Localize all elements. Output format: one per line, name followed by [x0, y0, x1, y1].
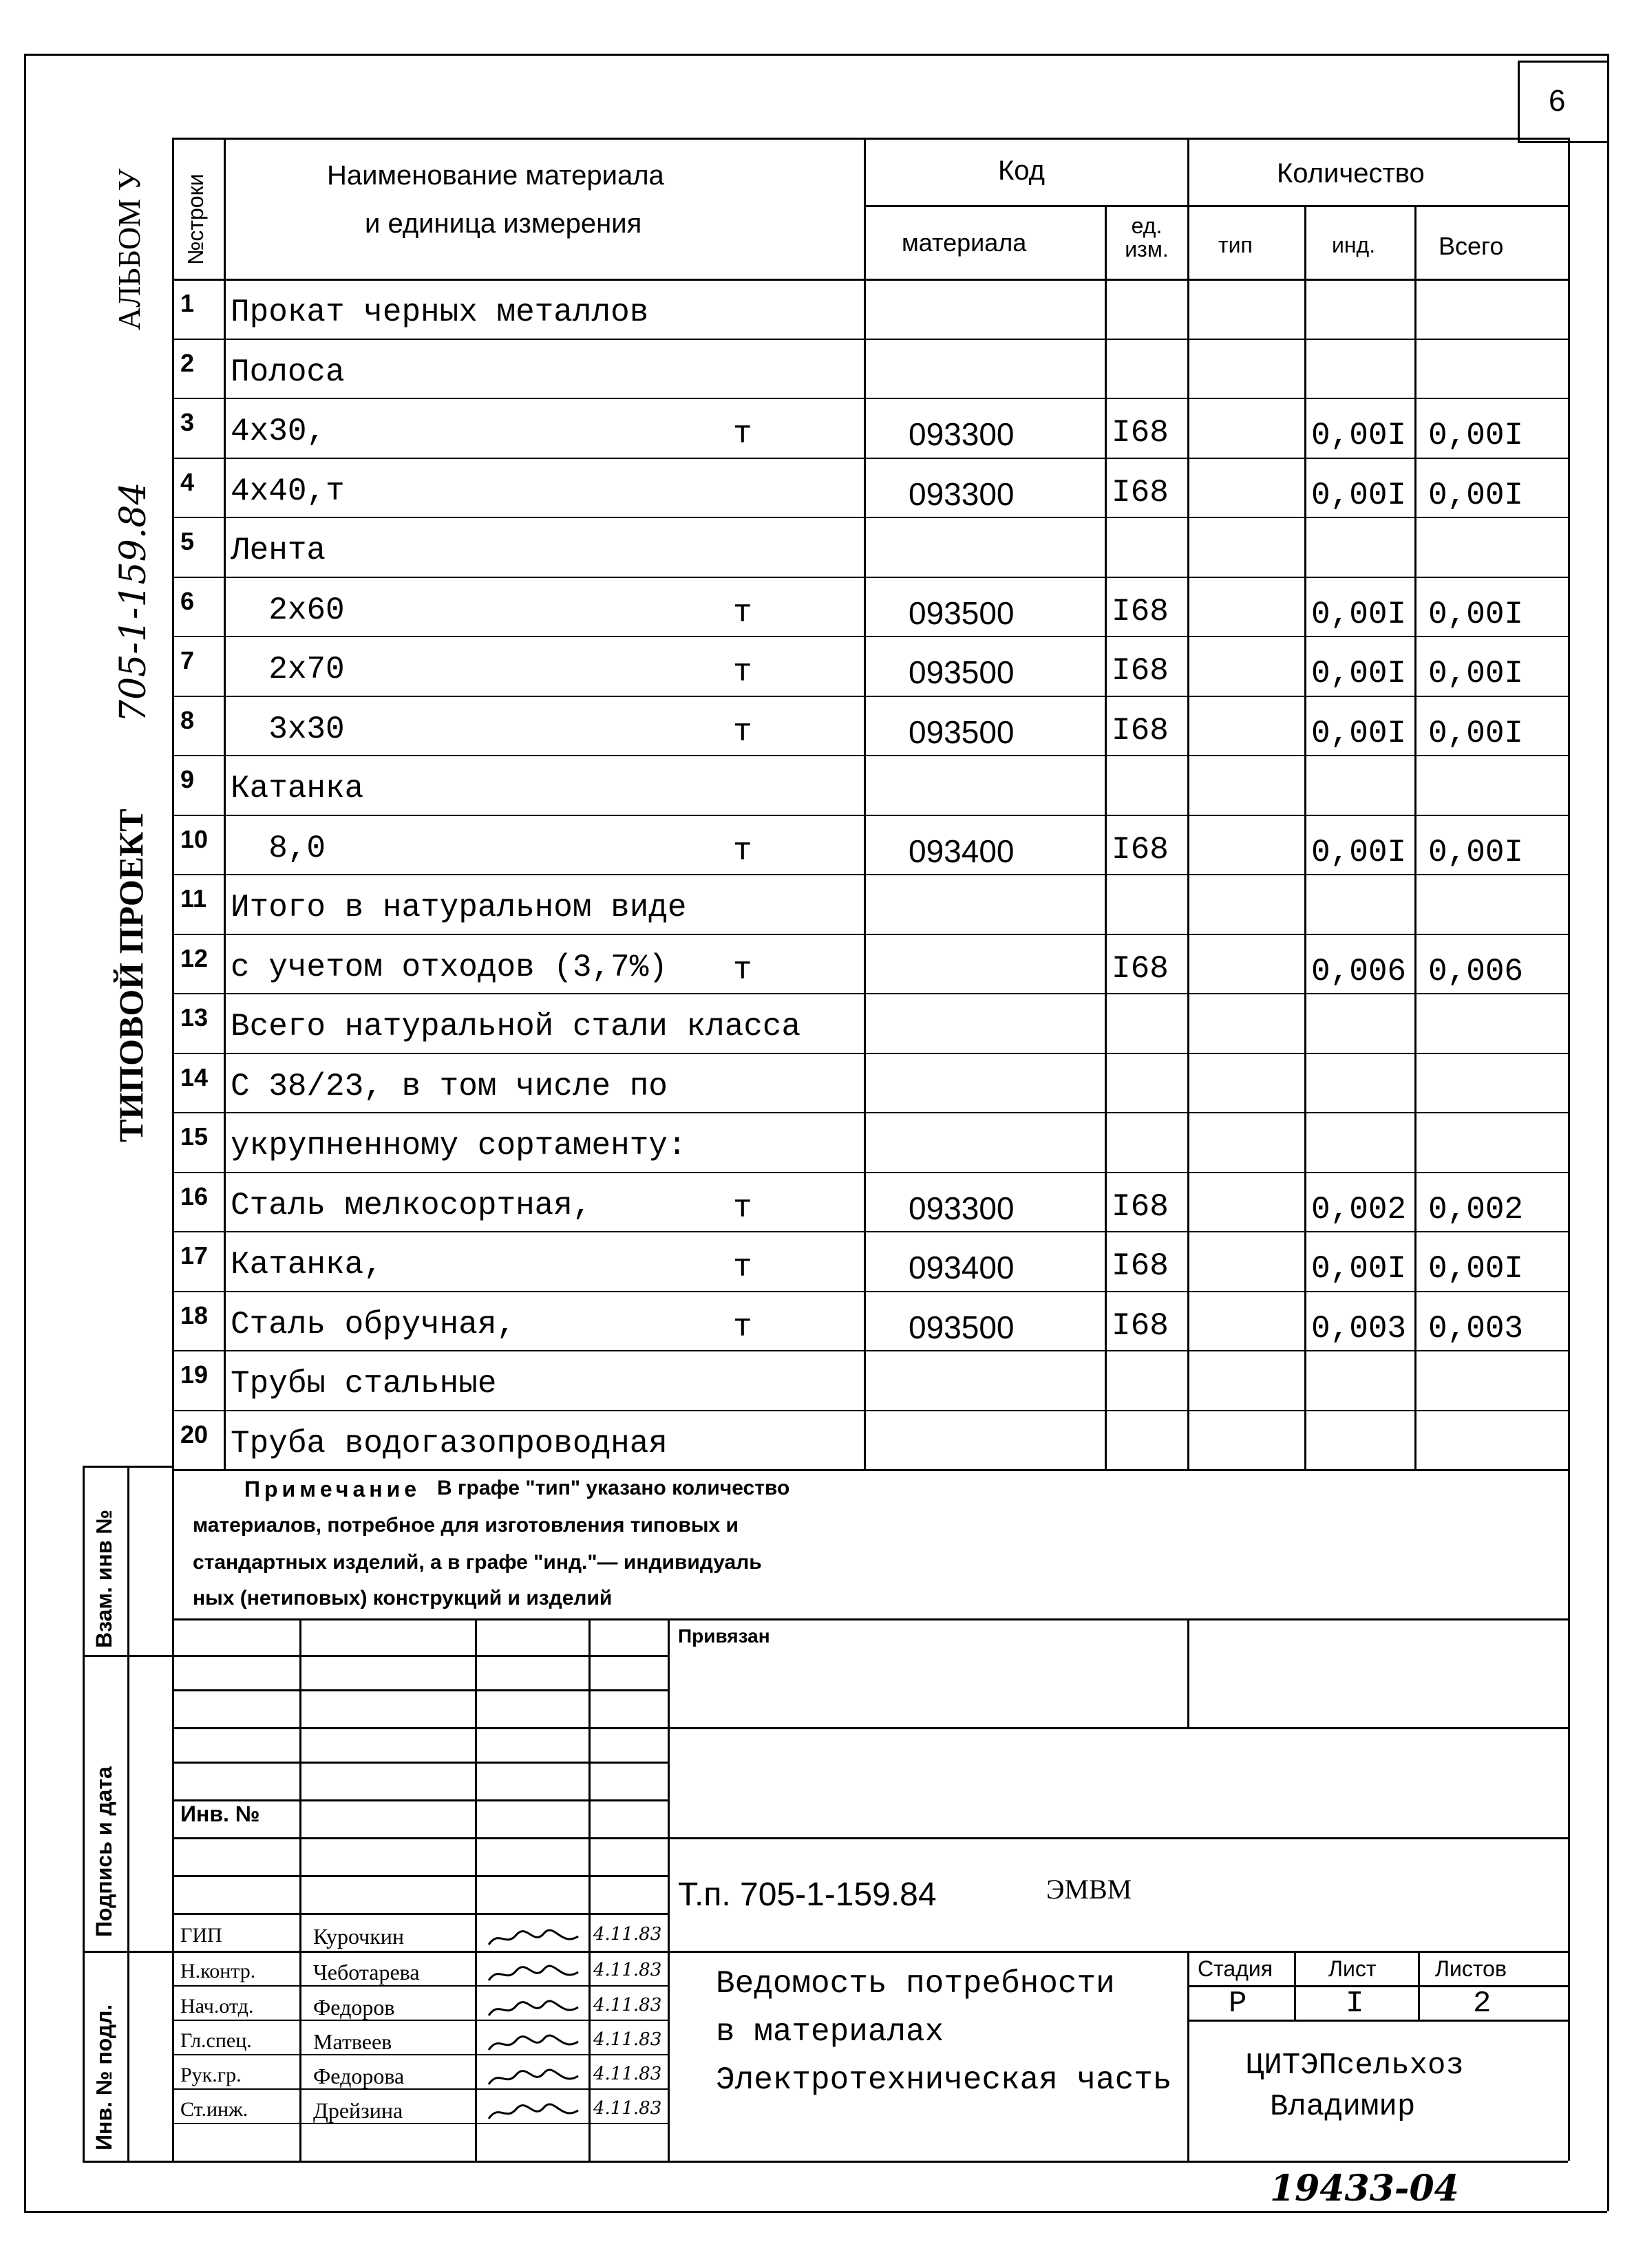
row-qty-total: 0,00I	[1428, 597, 1524, 632]
row-material-name: Лента	[231, 533, 326, 568]
signature-scribble	[485, 2066, 582, 2090]
row-number: 16	[180, 1182, 209, 1210]
header-row-number: №строки	[183, 173, 208, 265]
row-qty-ind: 0,002	[1311, 1192, 1407, 1228]
row-unit-code: I68	[1112, 1308, 1169, 1344]
row-material-name: Катанка	[231, 771, 364, 806]
row-material-name: Итого в натуральном виде	[231, 890, 687, 926]
album-label: АЛЬБОМ У	[112, 168, 147, 330]
row-material-code: 093300	[909, 476, 1015, 512]
row-divider	[172, 755, 1568, 756]
row-number: 7	[180, 646, 195, 674]
note-line1: В графе "тип" указано количество	[437, 1477, 790, 1499]
signer-date: 4.11.83	[593, 1924, 662, 1945]
row-divider	[172, 1291, 1568, 1292]
row-material-name: 8,0	[231, 831, 326, 866]
row-unit-code: I68	[1112, 713, 1169, 749]
row-unit-code: I68	[1112, 1189, 1169, 1225]
signer-date: 4.11.83	[593, 2029, 662, 2050]
signer-date: 4.11.83	[593, 1960, 662, 1980]
header-qty-ind: инд.	[1332, 233, 1376, 257]
note-line2: материалов, потребное для изготовления типовых и	[193, 1514, 739, 1537]
row-material-name: 4х30,	[231, 414, 326, 449]
row-qty-total: 0,006	[1428, 954, 1524, 989]
signer-date: 4.11.83	[593, 2098, 662, 2119]
row-unit: т	[733, 595, 752, 631]
row-material-name: С 38/23, в том числе по	[231, 1069, 668, 1104]
row-number: 19	[180, 1360, 209, 1389]
row-number: 2	[180, 349, 195, 377]
frame-top	[24, 54, 1607, 56]
project-label: ТИПОВОЙ ПРОЕКТ	[112, 809, 150, 1142]
row-qty-ind: 0,00I	[1311, 656, 1407, 692]
row-number: 1	[180, 289, 195, 317]
row-qty-ind: 0,00I	[1311, 716, 1407, 751]
row-divider	[172, 1410, 1568, 1411]
row-material-code: 093400	[909, 1250, 1015, 1285]
row-unit-code: I68	[1112, 594, 1169, 630]
signer-role: Нач.отд.	[180, 1995, 254, 2018]
doc-suffix: ЭМВМ	[1046, 1874, 1132, 1905]
header-name-line2: и единица измерения	[365, 208, 642, 239]
row-number: 4	[180, 468, 195, 496]
row-material-name: Труба водогазопроводная	[231, 1426, 668, 1462]
row-qty-total: 0,00I	[1428, 716, 1524, 751]
row-divider	[172, 577, 1568, 578]
row-divider	[172, 1350, 1568, 1351]
row-material-name: Прокат черных металлов	[231, 295, 649, 330]
row-number: 3	[180, 408, 195, 436]
row-material-name: Катанка,	[231, 1247, 383, 1283]
row-material-name: укрупненному сортаменту:	[231, 1128, 687, 1164]
stage-label: Стадия	[1198, 1956, 1273, 1981]
row-unit-code: I68	[1112, 475, 1169, 511]
row-number: 8	[180, 706, 195, 734]
row-number: 14	[180, 1063, 209, 1091]
row-material-name: Полоса	[231, 354, 345, 390]
row-material-code: 093500	[909, 654, 1015, 690]
frame-right	[1607, 54, 1609, 2211]
row-divider	[172, 1172, 1568, 1173]
sheet-label: Лист	[1328, 1956, 1377, 1981]
row-unit-code: I68	[1112, 832, 1169, 868]
row-unit: т	[733, 1309, 752, 1345]
row-number: 9	[180, 765, 195, 793]
signer-role: ГИП	[180, 1924, 222, 1947]
row-number: 20	[180, 1420, 209, 1448]
row-material-name: Всего натуральной стали класса	[231, 1009, 801, 1045]
row-material-code: 093500	[909, 1309, 1015, 1345]
signature-scribble	[485, 1962, 582, 1986]
row-number: 11	[180, 884, 207, 912]
header-code-unit: ед. изм.	[1125, 213, 1169, 261]
header-quantity: Количество	[1277, 158, 1425, 189]
row-divider	[172, 993, 1568, 994]
row-qty-ind: 0,00I	[1311, 478, 1407, 513]
signer-role: Ст.инж.	[180, 2098, 248, 2121]
row-unit-code: I68	[1112, 1248, 1169, 1284]
row-divider	[172, 1053, 1568, 1054]
stamp-inv-podl: Инв. № подл.	[92, 2004, 116, 2150]
row-material-name: 4х40,т	[231, 473, 345, 509]
row-unit: т	[733, 952, 752, 988]
signature-scribble	[485, 2101, 582, 2124]
row-material-code: 093500	[909, 714, 1015, 750]
title-line1: Ведомость потребности	[716, 1966, 1115, 2002]
row-material-name: 2х70	[231, 652, 345, 687]
row-divider	[172, 815, 1568, 816]
row-unit-code: I68	[1112, 951, 1169, 987]
row-material-code: 093300	[909, 1190, 1015, 1226]
row-qty-total: 0,00I	[1428, 835, 1524, 870]
row-qty-total: 0,002	[1428, 1192, 1524, 1228]
row-number: 6	[180, 587, 195, 615]
row-qty-total: 0,00I	[1428, 478, 1524, 513]
row-divider	[172, 517, 1568, 518]
signer-role: Н.контр.	[180, 1960, 256, 1982]
row-qty-ind: 0,00I	[1311, 597, 1407, 632]
stamp-inv-no: Инв. №	[180, 1801, 260, 1826]
row-unit: т	[733, 654, 752, 690]
project-code-handwritten: 705-1-159.84	[113, 482, 154, 723]
row-material-code: 093500	[909, 595, 1015, 631]
row-number: 5	[180, 527, 195, 555]
signer-name: Чеботарева	[313, 1960, 420, 1984]
row-qty-total: 0,00I	[1428, 418, 1524, 453]
signer-name: Федоров	[313, 1995, 395, 2020]
row-divider	[172, 934, 1568, 935]
sheets-value: 2	[1473, 1987, 1492, 2021]
title-line3: Электротехническая часть	[716, 2062, 1172, 2098]
row-material-code: 093300	[909, 416, 1015, 452]
row-qty-ind: 0,00I	[1311, 835, 1407, 870]
row-divider	[172, 1231, 1568, 1232]
header-qty-type: тип	[1218, 233, 1253, 257]
row-qty-ind: 0,006	[1311, 954, 1407, 989]
signer-date: 4.11.83	[593, 1995, 662, 2015]
row-unit: т	[733, 1250, 752, 1285]
row-material-name: Сталь мелкосортная,	[231, 1188, 592, 1223]
signer-role: Гл.спец.	[180, 2029, 252, 2052]
stage-value: Р	[1229, 1987, 1247, 2021]
row-divider	[172, 458, 1568, 459]
header-code-material: материала	[902, 228, 1027, 257]
row-number: 13	[180, 1003, 209, 1031]
signer-name: Матвеев	[313, 2029, 392, 2054]
signer-name: Федорова	[313, 2064, 405, 2088]
row-number: 18	[180, 1301, 209, 1329]
row-material-code: 093400	[909, 833, 1015, 869]
stamp-inv-vzam: Взам. инв №	[92, 1509, 116, 1648]
row-material-name: 2х60	[231, 592, 345, 628]
row-qty-total: 0,00I	[1428, 656, 1524, 692]
row-material-name: Сталь обручная,	[231, 1307, 516, 1342]
row-divider	[172, 874, 1568, 875]
row-qty-ind: 0,00I	[1311, 418, 1407, 453]
stamp-privyazan: Привязан	[678, 1625, 770, 1647]
sheets-label: Листов	[1435, 1956, 1507, 1981]
org-line1: ЦИТЭПсельхоз	[1246, 2048, 1464, 2083]
signature-scribble	[485, 2032, 582, 2055]
header-code: Код	[998, 156, 1046, 186]
row-divider	[172, 339, 1568, 340]
signature-scribble	[485, 1998, 582, 2021]
row-material-name: 3х30	[231, 712, 345, 747]
frame-left	[24, 54, 26, 2211]
title-line2: в материалах	[716, 2014, 944, 2050]
header-qty-total: Всего	[1439, 232, 1504, 260]
signer-role: Рук.гр.	[180, 2064, 242, 2086]
row-divider	[172, 636, 1568, 637]
page-number: 6	[1549, 84, 1566, 118]
row-divider	[172, 398, 1568, 399]
row-divider	[172, 1112, 1568, 1113]
sheet-value: I	[1346, 1987, 1364, 2021]
row-qty-ind: 0,003	[1311, 1311, 1407, 1347]
signature-scribble	[485, 1927, 582, 1950]
signer-date: 4.11.83	[593, 2064, 662, 2084]
row-qty-ind: 0,00I	[1311, 1251, 1407, 1287]
row-qty-total: 0,00I	[1428, 1251, 1524, 1287]
row-unit-code: I68	[1112, 653, 1169, 689]
row-unit: т	[733, 833, 752, 869]
row-unit: т	[733, 1190, 752, 1226]
row-number: 10	[180, 825, 209, 853]
row-material-name: Трубы стальные	[231, 1366, 497, 1402]
signer-name: Дрейзина	[313, 2098, 403, 2123]
doc-code: Т.п. 705-1-159.84	[678, 1876, 937, 1913]
header-name-line1: Наименование материала	[327, 160, 664, 191]
row-unit-code: I68	[1112, 415, 1169, 451]
row-divider	[172, 696, 1568, 697]
frame-bottom	[24, 2211, 1607, 2213]
row-qty-total: 0,003	[1428, 1311, 1524, 1347]
row-unit: т	[733, 714, 752, 750]
row-number: 17	[180, 1241, 209, 1270]
stamp-sign-date: Подпись и дата	[92, 1766, 116, 1937]
row-number: 15	[180, 1122, 209, 1151]
note-line4: ных (нетиповых) конструкций и изделий	[193, 1587, 613, 1609]
row-number: 12	[180, 944, 209, 972]
row-material-name: с учетом отходов (3,7%)	[231, 950, 668, 985]
note-line3: стандартных изделий, а в графе "инд."— индивидуаль	[193, 1551, 762, 1574]
archive-number: 19433-04	[1270, 2168, 1459, 2210]
org-line2: Владимир	[1270, 2090, 1416, 2124]
signer-name: Курочкин	[313, 1924, 404, 1949]
note-title: Примечание	[244, 1477, 421, 1501]
row-unit: т	[733, 416, 752, 452]
